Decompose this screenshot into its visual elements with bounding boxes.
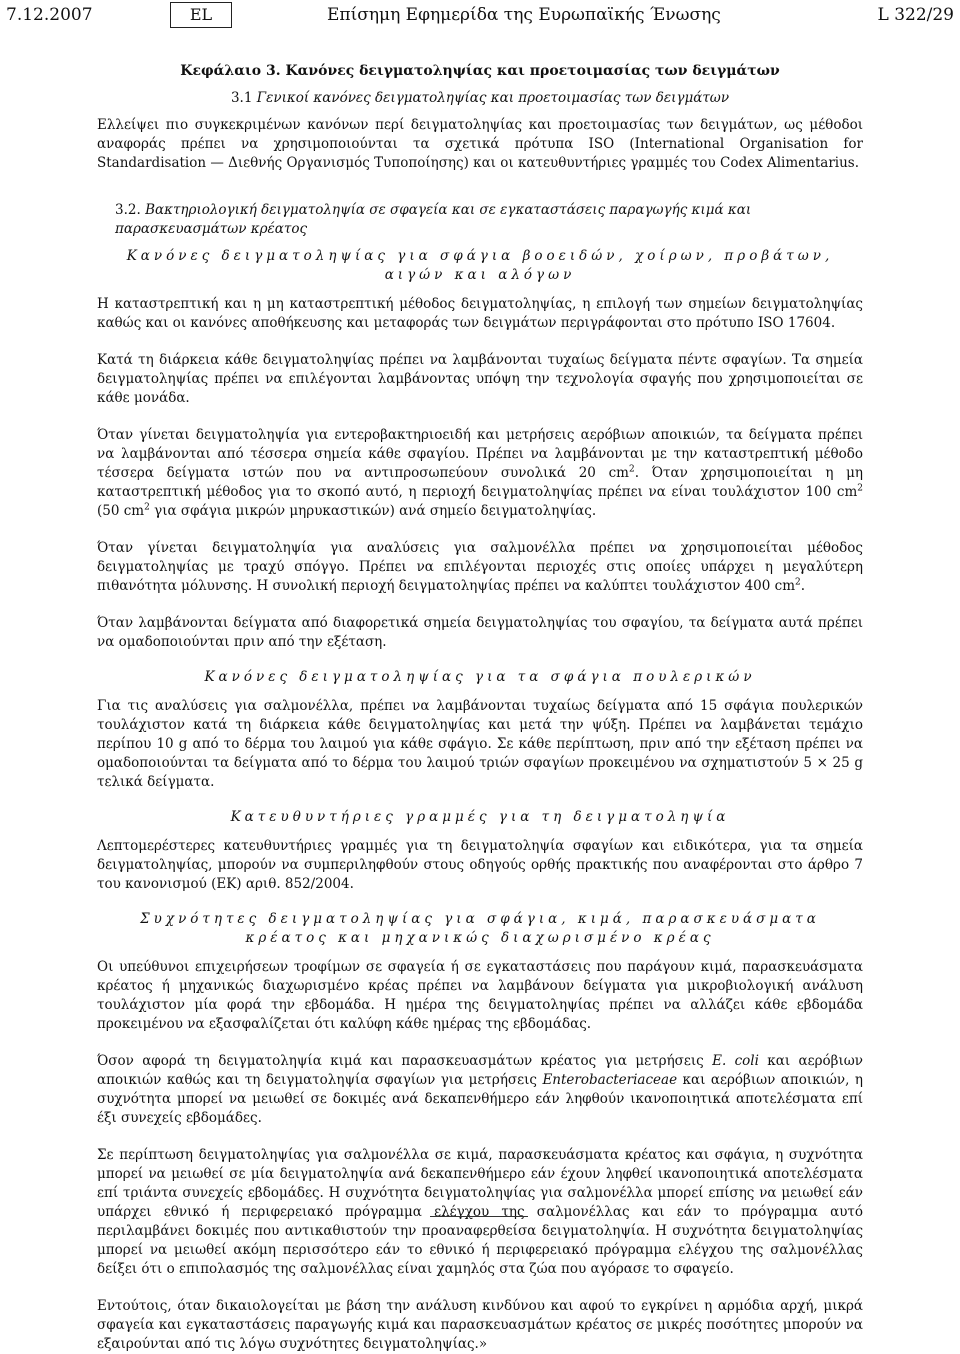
page-header bbox=[0, 2, 960, 30]
section-3-1-heading bbox=[97, 89, 863, 108]
subheading-red-meat-carcases: Κανόνες δειγματοληψίας για σφάγια βοοειδών, χοίρων, προβάτων, αιγών και αλόγων bbox=[126, 248, 834, 283]
paragraph-3-1: Ελλείψει πιο συγκεκριμένων κανόνων περί δειγματοληψίας και προετοιμασίας των δειγμάτων, ως μέθοδοι αναφοράς πρέπει να χρησιμοποιούνται τα σχετικά πρότυπα ISO (International Organisation for Standardisation — Διεθνής Οργανισμός Τυποποίησης) και οι κατευθυντήριες γραμμές του Codex Alimentarius. bbox=[97, 117, 863, 171]
paragraph-weekly-sampling: Οι υπεύθυνοι επιχειρήσεων τροφίμων σε σφαγεία ή σε εγκαταστάσεις που παράγουν κιμά, παρασκευάσματα κρέατος ή μηχανικώς διαχωρισμένο κρέας πρέπει να λαμβάνουν δείγματα για μικροβιολογική ανάλυση τουλάχιστον μία φορά την εβδομάδα. Η ημέρα της δειγματοληψίας πρέπει να αλλάζει κάθε εβδομάδα προκειμένου να εξασφαλίζεται ότι καλύφη κάθε ημέρας της εβδομάδας. bbox=[97, 959, 863, 1032]
header-language-box: EL bbox=[170, 2, 232, 28]
header-journal-title: Επίσημη Εφημερίδα της Ευρωπαϊκής Ένωσης bbox=[327, 5, 721, 25]
chapter-title: Κεφάλαιο 3. Κανόνες δειγματοληψίας και προετοιμασίας των δειγμάτων bbox=[180, 63, 780, 79]
section-3-1-title: Γενικοί κανόνες δειγματοληψίας και προετοιμασίας των δειγμάτων bbox=[256, 90, 730, 106]
header-page-number: L 322/29 bbox=[877, 5, 954, 25]
document-body bbox=[97, 62, 863, 1354]
paragraph-poultry-sampling: Για τις αναλύσεις για σαλμονέλλα, πρέπει να λαμβάνονται τυχαίως δείγματα από 15 σφάγια πουλερικών τουλάχιστον κατά τη διάρκεια κάθε δειγματοληψίας και μετά την ψύξη. Πρέπει να λαμβάνεται τεμάχιο περίπου 10 g από το δέρμα του λαιμού για κάθε σφάγιο. Σε κάθε περίπτωση, πριν από την εξέταση πρέπει να ομαδοποιούνται τα δείγματα από το δέρμα του λαιμού τριών σφαγίων προκειμένου να σχηματιστούν 5 × 25 g τελικά δείγματα. bbox=[97, 698, 863, 790]
paragraph-small-establishments: Εντούτοις, όταν δικαιολογείται με βάση την ανάλυση κινδύνου και αφού το εγκρίνει η αρμόδια αρχή, μικρά σφαγεία και εγκαταστάσεις παραγωγής κιμά και παρασκευασμάτων κρέατος σε μικρές ποσότητες μπορούν να εξαιρούνται από τις λόγω συχνότητες δειγματοληψίας.» bbox=[97, 1298, 863, 1352]
subheading-sampling-guidelines: Κατευθυντήριες γραμμές για τη δειγματοληψία bbox=[230, 809, 730, 825]
subheading-poultry-carcases: Κανόνες δειγματοληψίας για τα σφάγια πουλερικών bbox=[204, 669, 756, 685]
section-3-2-number: 3.2. bbox=[115, 202, 141, 218]
header-date: 7.12.2007 bbox=[6, 5, 93, 25]
section-3-2-heading bbox=[97, 201, 863, 239]
paragraph-salmonella-sponge: Όταν γίνεται δειγματοληψία για αναλύσεις για σαλμονέλλα πρέπει να χρησιμοποιείται μέθοδος δειγματοληψίας με τραχύ σπόγγο. Πρέπει να επιλέγονται περιοχές στις οποίες υπάρχει η μεγαλύτερη πιθανότητα μόλυνσης. Η συνολική περιοχή δειγματοληψίας πρέπει να καλύπτει τουλάχιστον 400 $cm^2$. bbox=[97, 540, 863, 594]
subheading-sampling-frequencies: Συχνότητες δειγματοληψίας για σφάγια, κιμά, παρασκευάσματα κρέατος και μηχανικώς διαχωρισμένο κρέας bbox=[140, 911, 820, 946]
paragraph-salmonella-frequency: Σε περίπτωση δειγματοληψίας για σαλμονέλλα σε κιμά, παρασκευάσματα κρέατος και σφάγια, η συχνότητα μπορεί να μειωθεί σε μία δειγματοληψία ανά δεκαπενθήμερο εάν έχουν ληφθεί ικανοποιητικά αποτελέσματα επί τριάντα συνεχείς εβδομάδες. Η συχνότητα δειγματοληψίας για σαλμονέλλα μπορεί επίσης να μειωθεί εάν υπάρχει εθνικό ή περιφερειακό πρόγραμμα ελέγχου της σαλμονέλλας και εάν το πρόγραμμα αυτό περιλαμβάνει δοκιμές που αντικαθιστούν την προαναφερθείσα δειγματοληψία. Η συχνότητα δειγματοληψίας μπορεί να μειωθεί ακόμη περισσότερο εάν το εθνικό ή περιφερειακό πρόγραμμα ελέγχου της σαλμονέλλας δείξει ότι ο επιπολασμός της σαλμονέλλας είναι χαμηλός στα ζώα που αγόρασε το σφαγείο. bbox=[97, 1147, 863, 1277]
section-3-2-title: Βακτηριολογική δειγματοληψία σε σφαγεία και σε εγκαταστάσεις παραγωγής κιμά και παρασκευασμάτων κρέατος bbox=[115, 202, 752, 237]
paragraph-five-carcases: Κατά τη διάρκεια κάθε δειγματοληψίας πρέπει να λαμβάνονται τυχαίως δείγματα πέντε σφαγίων. Τα σημεία δειγματοληψίας πρέπει να επιλέγονται λαμβάνοντας υπόψη την τεχνολογία σφαγής που χρησιμοποιείται σε κάθε μονάδα. bbox=[97, 352, 863, 406]
paragraph-guidelines: Λεπτομερέστερες κατευθυντήριες γραμμές για τη δειγματοληψία σφαγίων και ειδικότερα, για τα σημεία δειγματοληψίας, μπορούν να συμπεριληφθούν στους οδηγούς ορθής πρακτικής που αναφέρονται στο άρθρο 7 του κανονισμού (ΕΚ) αριθ. 852/2004. bbox=[97, 838, 863, 892]
closing-rule bbox=[430, 1216, 528, 1217]
section-3-1-number: 3.1 bbox=[230, 90, 253, 106]
paragraph-methods: Η καταστρεπτική και η μη καταστρεπτική μέθοδος δειγματοληψίας, η επιλογή των σημείων δειγματοληψίας καθώς και οι κανόνες αποθήκευσης και μεταφοράς των δειγμάτων περιγράφονται στο πρότυπο ISO 17604. bbox=[97, 296, 863, 331]
paragraph-pooling: Όταν λαμβάνονται δείγματα από διαφορετικά σημεία δειγματοληψίας του σφαγίου, τα δείγματα αυτά πρέπει να ομαδοποιούνται πριν από την εξέταση. bbox=[97, 615, 863, 650]
paragraph-reduced-frequency-ecoli: Όσον αφορά τη δειγματοληψία κιμά και παρασκευασμάτων κρέατος για μετρήσεις E. coli και αερόβιων αποικιών καθώς και τη δειγματοληψία σφαγίων για μετρήσεις Enterobacteriaceae και αερόβιων αποικιών, η συχνότητα μπορεί να μειωθεί σε δοκιμές ανά δεκαπενθήμερο εάν ληφθούν ικανοποιητικά αποτελέσματα επί έξι συνεχείς εβδομάδες. bbox=[97, 1053, 863, 1126]
paragraph-enterobacteriaceae-sampling: Όταν γίνεται δειγματοληψία για εντεροβακτηριοειδή και μετρήσεις αερόβιων αποικιών, τα δείγματα πρέπει να λαμβάνονται από τέσσερα σημεία κάθε σφαγίου. Πρέπει να λαμβάνονται με την καταστρεπτική μέθοδο τέσσερα δείγματα ιστών που να αντιπροσωπεύουν συνολικά 20 $cm^2$. Όταν χρησιμοποιείται η μη καταστρεπτική μέθοδος για το σκοπό αυτό, η περιοχή δειγματοληψίας πρέπει να είναι τουλάχιστον 100 $cm^2$ (50 $cm^2$ για σφάγια μικρών μηρυκαστικών) ανά σημείο δειγματοληψίας. bbox=[97, 427, 863, 519]
